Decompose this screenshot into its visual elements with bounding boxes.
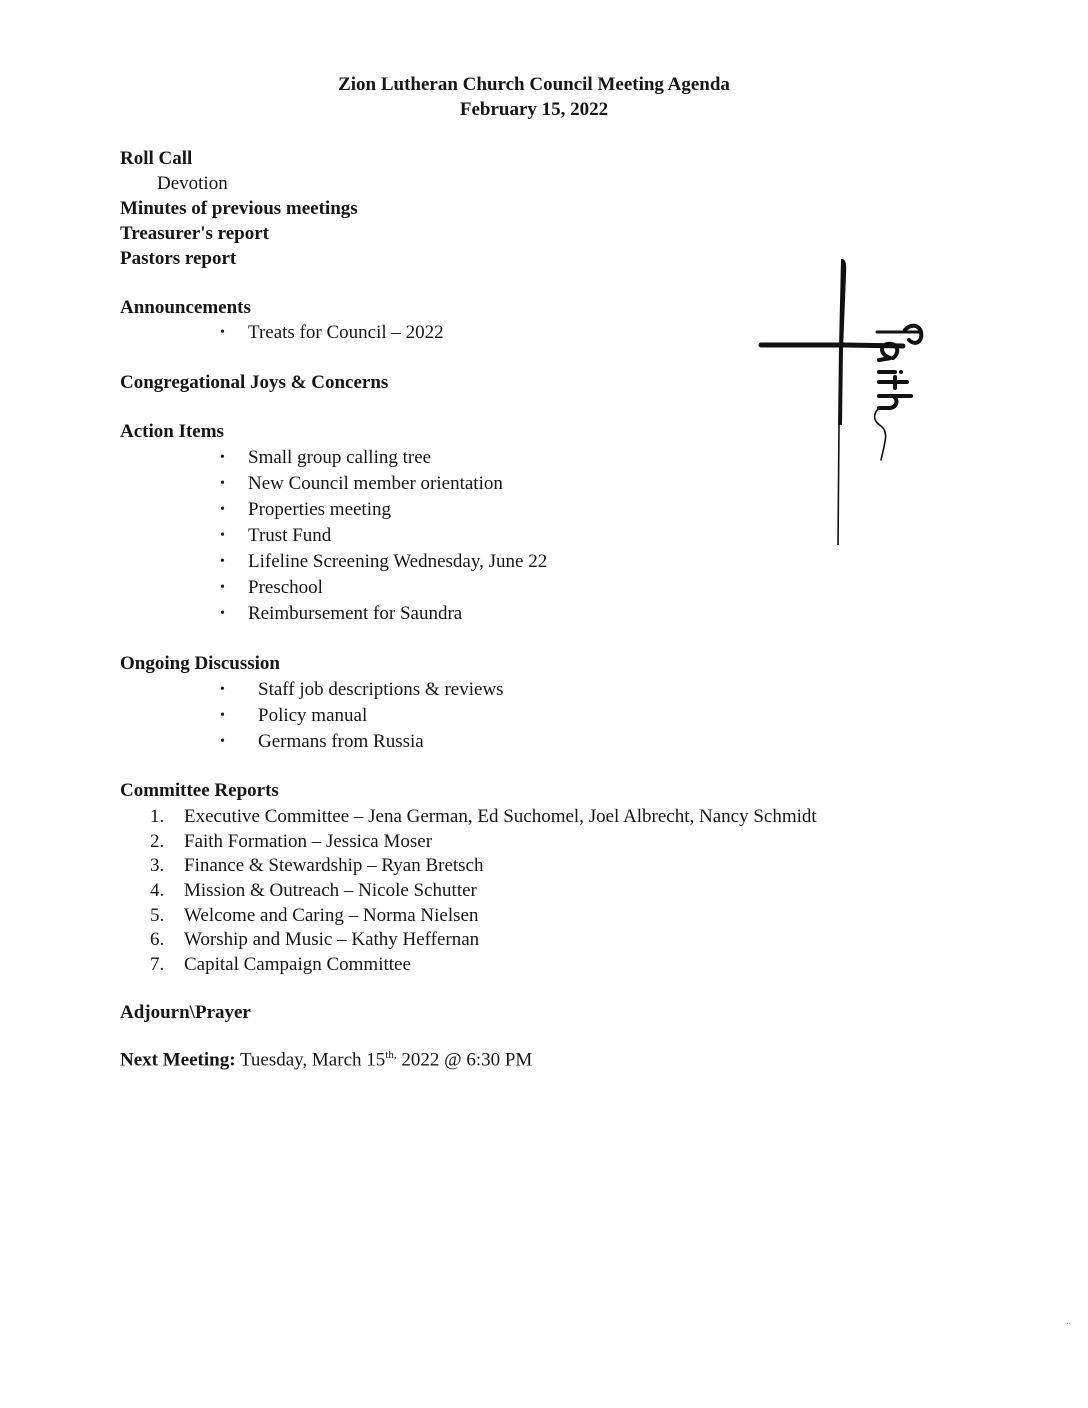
bullet-icon: • xyxy=(220,325,225,340)
bullet-icon: • xyxy=(220,502,225,517)
list-item: • Policy manual xyxy=(220,703,504,729)
list-item: 6. Worship and Music – Kathy Heffernan xyxy=(150,929,480,951)
list-item: • Treats for Council – 2022 xyxy=(220,320,444,346)
action-items-heading: Action Items xyxy=(120,421,224,442)
next-meeting-date: Tuesday, March 15 xyxy=(239,1049,386,1071)
next-meeting-time: 2022 @ 6:30 PM xyxy=(396,1049,533,1071)
meeting-date: February 15, 2022 xyxy=(459,99,609,120)
list-item: 3. Finance & Stewardship – Ryan Bretsch xyxy=(150,855,484,877)
list-item: 1. Executive Committee – Jena German, Ed Suchomel, Joel Albrecht, Nancy Schmidt xyxy=(150,806,817,827)
next-meeting xyxy=(120,1049,532,1071)
date-suffix: th, xyxy=(385,1049,397,1061)
committee-reports-list xyxy=(150,805,817,978)
bullet-icon: • xyxy=(220,580,225,595)
list-item: 2. Faith Formation – Jessica Moser xyxy=(150,830,433,852)
announcements-list xyxy=(220,320,444,346)
treasurer-heading: Treasurer's report xyxy=(120,223,269,244)
list-item: • Small group calling tree xyxy=(220,445,547,471)
bullet-icon: • xyxy=(220,476,225,491)
bullet-icon: • xyxy=(220,528,225,543)
list-item: 4. Mission & Outreach – Nicole Schutter xyxy=(150,880,477,902)
bullet-icon: • xyxy=(220,554,225,569)
corner-mark: .. xyxy=(1066,1316,1071,1327)
list-item: • Preschool xyxy=(220,575,547,601)
list-item: • Lifeline Screening Wednesday, June 22 xyxy=(220,549,547,575)
ongoing-discussion-list xyxy=(220,677,504,755)
minutes-heading: Minutes of previous meetings xyxy=(120,198,358,219)
list-item: • Trust Fund xyxy=(220,523,547,549)
bullet-icon: • xyxy=(220,606,225,621)
list-item: • Reimbursement for Saundra xyxy=(220,601,547,627)
bullet-icon: • xyxy=(220,450,225,465)
committee-reports-heading: Committee Reports xyxy=(120,780,279,801)
bullet-icon: • xyxy=(220,734,225,749)
announcements-heading: Announcements xyxy=(120,297,251,318)
page-title: Zion Lutheran Church Council Meeting Agenda xyxy=(338,74,730,95)
joys-concerns-heading: Congregational Joys & Concerns xyxy=(120,372,389,393)
adjourn-heading: Adjourn\Prayer xyxy=(120,1002,251,1023)
roll-call-heading: Roll Call xyxy=(120,148,193,169)
list-item: • Staff job descriptions & reviews xyxy=(220,677,504,703)
ongoing-discussion-heading: Ongoing Discussion xyxy=(120,653,280,674)
action-items-list xyxy=(220,445,547,627)
pastors-heading: Pastors report xyxy=(120,248,237,269)
list-item: • Germans from Russia xyxy=(220,729,504,755)
next-meeting-label: Next Meeting: xyxy=(120,1049,236,1071)
list-item: 7. Capital Campaign Committee xyxy=(150,954,411,976)
faith-cross-logo xyxy=(755,255,925,560)
list-item: • Properties meeting xyxy=(220,497,547,523)
bullet-icon: • xyxy=(220,682,225,697)
faith-cross-icon xyxy=(755,255,925,555)
devotion-item: Devotion xyxy=(157,173,228,194)
list-item: • New Council member orientation xyxy=(220,471,547,497)
list-item: 5. Welcome and Caring – Norma Nielsen xyxy=(150,904,479,926)
bullet-icon: • xyxy=(220,708,225,723)
